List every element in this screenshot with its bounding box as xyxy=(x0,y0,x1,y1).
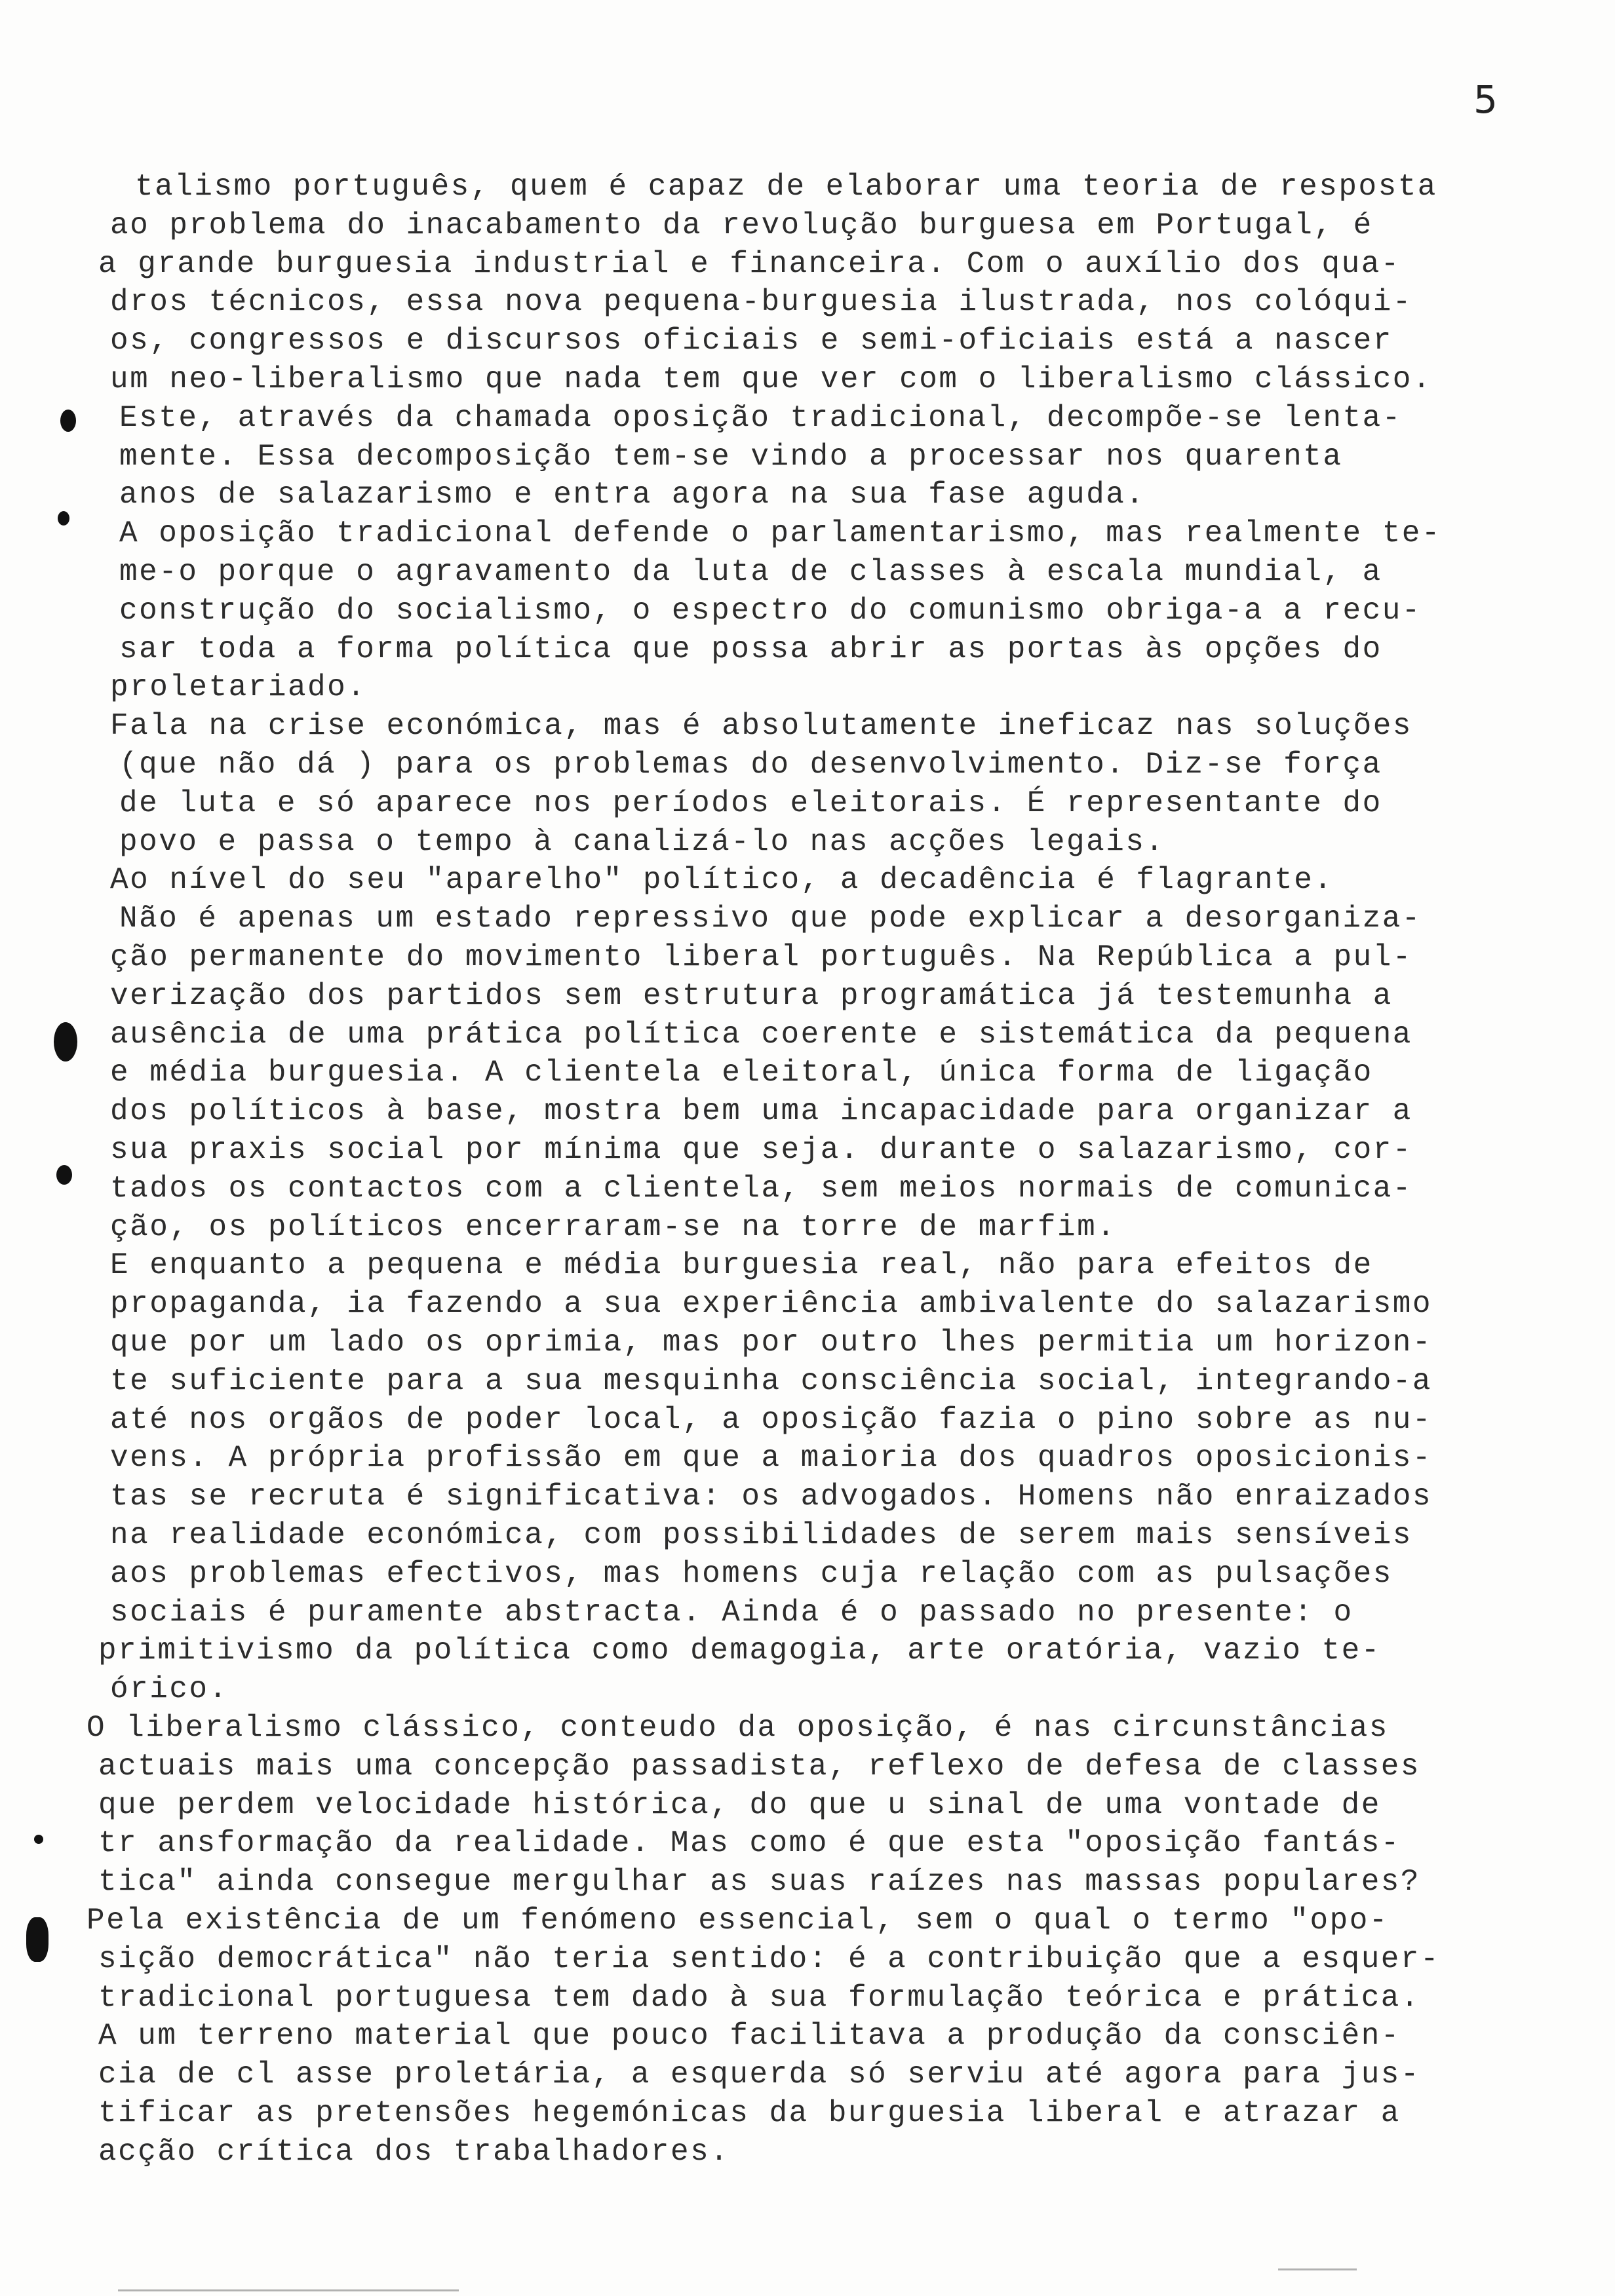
ink-blot xyxy=(54,1022,77,1062)
text-line: proletariado. xyxy=(110,670,367,705)
text-line: tificar as pretensões hegemónicas da burguesia liberal e atrazar a xyxy=(98,2096,1401,2130)
text-line: de luta e só aparece nos períodos eleitorais. É representante do xyxy=(119,786,1382,820)
text-line: ao problema do inacabamento da revolução burguesa em Portugal, é xyxy=(110,208,1373,242)
text-line: ção, os políticos encerraram-se na torre de marfim. xyxy=(110,1210,1117,1244)
text-line: mente. Essa decomposição tem-se vindo a processar nos quarenta xyxy=(119,439,1343,474)
text-line: talismo português, quem é capaz de elaborar uma teoria de resposta xyxy=(135,170,1437,204)
text-line: Fala na crise económica, mas é absolutamente ineficaz nas soluções xyxy=(110,709,1412,744)
text-line: me-o porque o agravamento da luta de classes à escala mundial, a xyxy=(119,555,1382,589)
text-line: sar toda a forma política que possa abrir as portas às opções do xyxy=(119,632,1382,666)
text-line: tas se recruta é significativa: os advogados. Homens não enraizados xyxy=(110,1480,1433,1514)
page-number: 5 xyxy=(1473,77,1498,122)
text-line: e média burguesia. A clientela eleitoral, única forma de ligação xyxy=(110,1056,1373,1090)
ink-blot xyxy=(58,511,69,526)
text-line: ção permanente do movimento liberal português. Na República a pul- xyxy=(110,940,1412,974)
text-line: construção do socialismo, o espectro do comunismo obriga-a a recu- xyxy=(119,593,1422,628)
text-line: sição democrática" não teria sentido: é a contribuição que a esquer- xyxy=(98,1942,1441,1976)
text-line: actuais mais uma concepção passadista, reflexo de defesa de classes xyxy=(98,1749,1421,1784)
text-line: órico. xyxy=(110,1672,229,1707)
text-line: cia de cl asse proletária, a esquerda só serviu até agora para jus- xyxy=(98,2057,1421,2092)
text-line: (que não dá ) para os problemas do desenvolvimento. Diz-se força xyxy=(119,748,1382,782)
ink-blot xyxy=(34,1835,43,1844)
text-line: dros técnicos, essa nova pequena-burguesia ilustrada, nos colóqui- xyxy=(110,285,1412,320)
text-line: aos problemas efectivos, mas homens cuja relação com as pulsações xyxy=(110,1556,1393,1591)
text-line: na realidade económica, com possibilidades de serem mais sensíveis xyxy=(110,1518,1412,1552)
text-line: a grande burguesia industrial e financeira. Com o auxílio dos qua- xyxy=(98,246,1401,281)
text-line: primitivismo da política como demagogia, arte oratória, vazio te- xyxy=(98,1634,1381,1668)
text-line: um neo-liberalismo que nada tem que ver com o liberalismo clássico. xyxy=(110,362,1433,396)
text-line: E enquanto a pequena e média burguesia real, não para efeitos de xyxy=(110,1248,1373,1283)
text-line: propaganda, ia fazendo a sua experiência ambivalente do salazarismo xyxy=(110,1287,1433,1322)
text-line: Este, através da chamada oposição tradicional, decompõe-se lenta- xyxy=(119,400,1402,435)
scan-edge-mark xyxy=(1278,2268,1357,2270)
text-line: Não é apenas um estado repressivo que pode explicar a desorganiza- xyxy=(119,902,1422,936)
ink-blot xyxy=(60,410,76,432)
text-line: os, congressos e discursos oficiais e semi-oficiais está a nascer xyxy=(110,324,1393,358)
text-line: sua praxis social por mínima que seja. durante o salazarismo, cor- xyxy=(110,1133,1412,1167)
ink-blot xyxy=(26,1917,49,1962)
text-line: verização dos partidos sem estrutura programática já testemunha a xyxy=(110,978,1393,1013)
text-line: povo e passa o tempo à canalizá-lo nas acções legais. xyxy=(119,824,1165,859)
text-line: ausência de uma prática política coerente e sistemática da pequena xyxy=(110,1017,1412,1052)
text-line: Pela existência de um fenómeno essencial, sem o qual o termo "opo- xyxy=(87,1904,1389,1938)
text-line: A um terreno material que pouco facilitava a produção da consciên- xyxy=(98,2019,1401,2054)
text-line: até nos orgãos de poder local, a oposição fazia o pino sobre as nu- xyxy=(110,1402,1433,1437)
text-line: tados os contactos com a clientela, sem meios normais de comunica- xyxy=(110,1171,1412,1206)
text-line: que perdem velocidade histórica, do que u sinal de uma vontade de xyxy=(98,1788,1381,1822)
text-line: vens. A própria profissão em que a maioria dos quadros oposicionis- xyxy=(110,1441,1433,1476)
ink-blot xyxy=(56,1165,72,1185)
text-line: O liberalismo clássico, conteudo da oposição, é nas circunstâncias xyxy=(87,1711,1389,1745)
text-line: te suficiente para a sua mesquinha consciência social, integrando-a xyxy=(110,1364,1433,1398)
text-line: que por um lado os oprimia, mas por outro lhes permitia um horizon- xyxy=(110,1326,1433,1360)
text-line: Ao nível do seu "aparelho" político, a decadência é flagrante. xyxy=(110,863,1334,898)
text-line: tradicional portuguesa tem dado à sua formulação teórica e prática. xyxy=(98,1980,1421,2015)
scan-edge-mark xyxy=(118,2289,459,2291)
text-line: anos de salazarismo e entra agora na sua fase aguda. xyxy=(119,478,1146,512)
text-line: acção crítica dos trabalhadores. xyxy=(98,2134,730,2169)
text-line: tr ansformação da realidade. Mas como é que esta "oposição fantás- xyxy=(98,1826,1401,1861)
text-line: A oposição tradicional defende o parlamentarismo, mas realmente te- xyxy=(119,516,1442,551)
text-line: sociais é puramente abstracta. Ainda é o passado no presente: o xyxy=(110,1595,1353,1630)
text-line: tica" ainda consegue mergulhar as suas raízes nas massas populares? xyxy=(98,1865,1421,1900)
text-line: dos políticos à base, mostra bem uma incapacidade para organizar a xyxy=(110,1094,1412,1129)
